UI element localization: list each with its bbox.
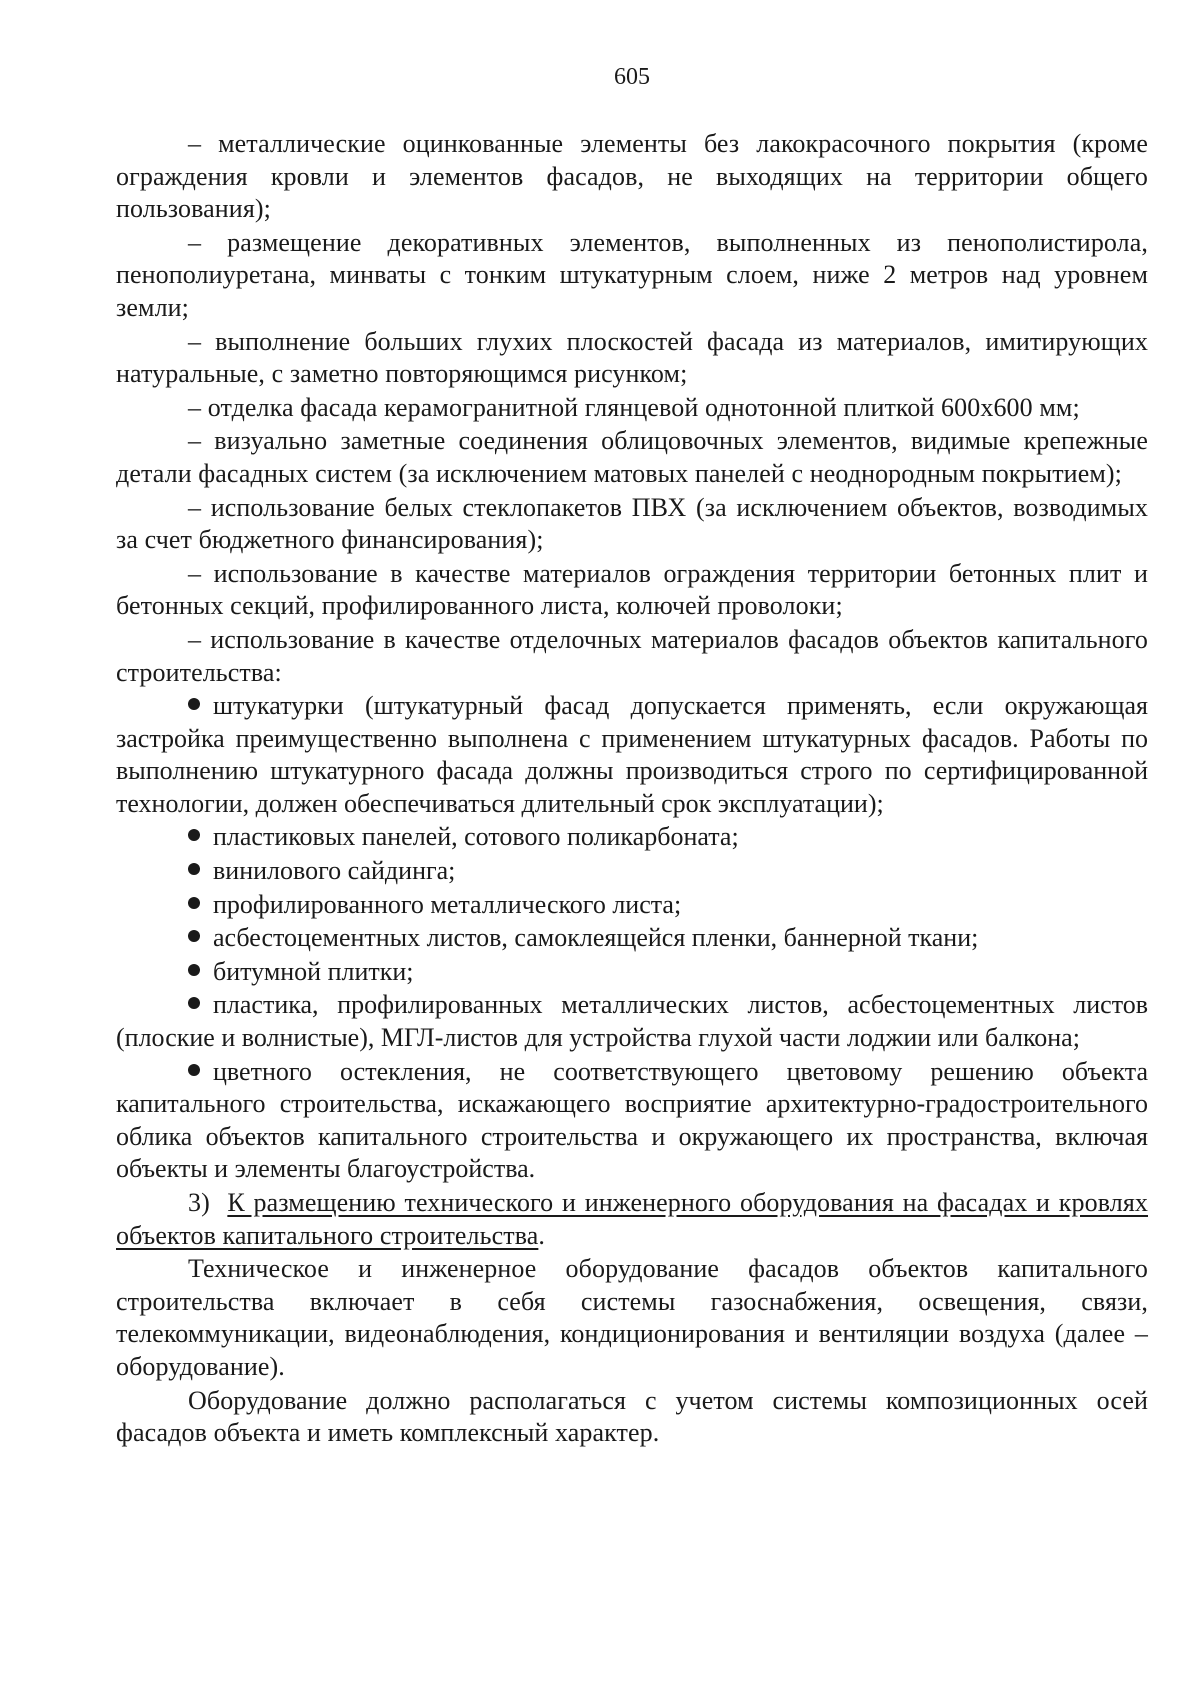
- bullet-text: пластика, профилированных металлических листов, асбестоцементных листов (плоские и волнистые), МГЛ-листов для устройства глухой части лоджии или балкона;: [116, 990, 1148, 1053]
- bullet-item-plaster: [116, 690, 1148, 820]
- list-item-zinc-elements: – металлические оцинкованные элементы без лакокрасочного покрытия (кроме ограждения кровли и элементов фасадов, не выходящих на территории общего пользования);: [116, 129, 1148, 224]
- bullet-icon: [188, 897, 200, 909]
- section-title: К размещению технического и инженерного оборудования на фасадах и кровлях объектов капитального строительства: [116, 1188, 1149, 1250]
- paragraph-equipment-placement: Оборудование должно располагаться с учетом системы композиционных осей фасадов объекта и иметь комплексный характер.: [116, 1385, 1148, 1448]
- bullet-item-colored-glazing: [116, 1056, 1148, 1186]
- bullet-text: асбестоцементных листов, самоклеящейся пленки, баннерной ткани;: [213, 923, 979, 953]
- bullet-text: винилового сайдинга;: [213, 856, 456, 886]
- bullet-icon: [188, 863, 200, 875]
- bullet-text: цветного остекления, не соответствующего цветовому решению объекта капитального строительства, искажающего восприятие архитектурно-градостроительного облика объектов капитального строительства и окружающего их пространства, включая объекты и элементы благоустройства.: [116, 1056, 1148, 1184]
- list-item-visible-joints: – визуально заметные соединения облицовочных элементов, видимые крепежные детали фасадных систем (за исключением матовых панелей с неоднородным покрытием);: [116, 426, 1148, 488]
- list-item-fence-materials: – использование в качестве материалов ограждения территории бетонных плит и бетонных секций, профилированного листа, колючей проволоки;: [116, 558, 1148, 621]
- list-item-glossy-tiles: – отделка фасада керамогранитной глянцевой однотонной плиткой 600x600 мм;: [188, 392, 1080, 422]
- bullet-text: штукатурки (штукатурный фасад допускается применять, если окружающая застройка преимущественно выполнена с применением штукатурных фасадов. Работы по выполнению штукатурного фасада должны производиться строго по сертифицированной технологии, должен обеспечиваться длительный срок эксплуатации);: [116, 691, 1148, 818]
- document-page: [116, 62, 1148, 1451]
- bullet-item-asbestos-sheets: [116, 922, 1148, 955]
- bullet-text: пластиковых панелей, сотового поликарбоната;: [213, 822, 739, 852]
- bullet-item-plastic-loggia: [116, 989, 1148, 1054]
- section-3-heading: [116, 1187, 1148, 1252]
- bullet-text: битумной плитки;: [213, 956, 414, 986]
- bullet-item-vinyl-siding: [116, 855, 1148, 888]
- list-item-finishing-materials: – использование в качестве отделочных материалов фасадов объектов капитального строительства:: [116, 624, 1148, 687]
- list-item-white-pvc: – использование белых стеклопакетов ПВХ (за исключением объектов, возводимых за счет бюджетного финансирования);: [116, 492, 1148, 555]
- bullet-item-profiled-sheet: [116, 889, 1148, 922]
- list-item-blank-planes: – выполнение больших глухих плоскостей фасада из материалов, имитирующих натуральные, с заметно повторяющимся рисунком;: [116, 326, 1148, 389]
- bullet-icon: [188, 698, 200, 710]
- bullet-icon: [188, 1064, 200, 1076]
- bullet-icon: [188, 964, 200, 976]
- bullet-icon: [188, 997, 200, 1009]
- section-number: 3): [188, 1188, 210, 1217]
- bullet-text: профилированного металлического листа;: [213, 889, 682, 919]
- section-title-end: .: [538, 1220, 545, 1250]
- bullet-item-bitumen-tile: [116, 956, 1148, 989]
- bullet-icon: [188, 829, 200, 841]
- list-item-decorative-elements: – размещение декоративных элементов, выполненных из пенополистирола, пенополиуретана, минваты с тонким штукатурным слоем, ниже 2 метров над уровнем земли;: [116, 227, 1148, 322]
- paragraph-equipment-definition: Техническое и инженерное оборудование фасадов объектов капитального строительства включает в себя системы газоснабжения, освещения, связи, телекоммуникации, видеонаблюдения, кондиционирования и вентиляции воздуха (далее – оборудование).: [116, 1254, 1148, 1381]
- bullet-item-plastic-panels: [116, 821, 1148, 854]
- page-number: 605: [614, 64, 650, 90]
- bullet-icon: [188, 930, 200, 942]
